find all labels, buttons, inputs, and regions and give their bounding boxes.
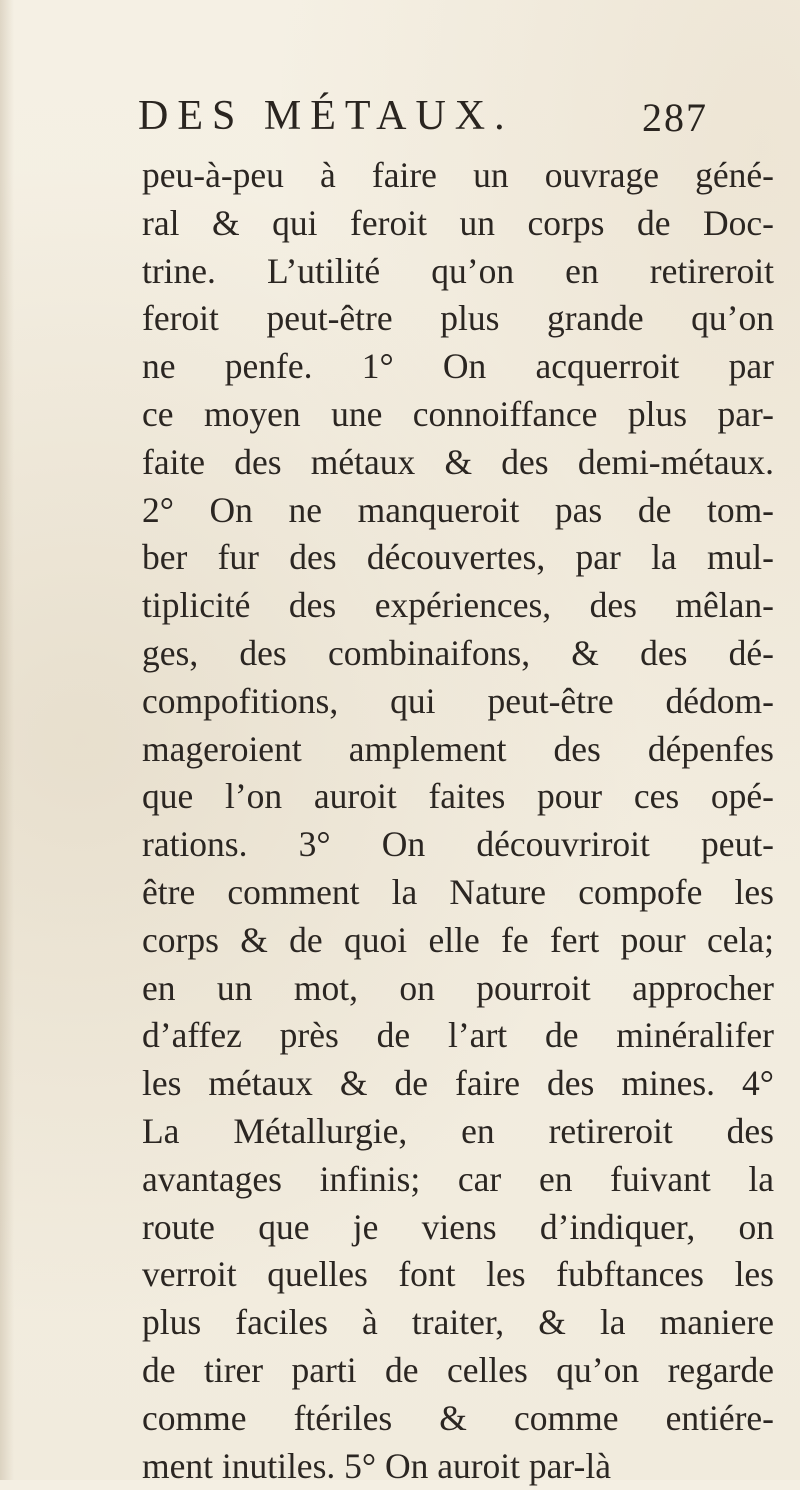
text-line: en un mot, on pourroit approcher [142,967,774,1008]
text-line: tiplicité des expériences, des mêlan- [142,585,774,626]
text-line: ment inutiles. 5° On auroit par-là [142,1445,611,1486]
page-number: 287 [642,95,708,140]
text-line: avantages infinis; car en fuivant la [142,1158,774,1199]
text-line: comme ftériles & comme entiére- [142,1397,774,1438]
text-line: ral & qui feroit un corps de Doc- [142,202,774,243]
text-line: rations. 3° On découvriroit peut- [142,824,774,865]
text-line: La Métallurgie, en retireroit des [142,1110,774,1151]
text-line: de tirer parti de celles qu’on regarde [142,1349,774,1390]
text-line: ne penfe. 1° On acquerroit par [142,346,774,387]
running-title: DES MÉTAUX. [138,93,514,139]
text-line: être comment la Nature compofe les [142,871,774,912]
text-line: 2° On ne manqueroit pas de tom- [142,489,774,530]
text-line: trine. L’utilité qu’on en retireroit [142,250,774,291]
text-line: peu-à-peu à faire un ouvrage géné- [142,155,774,195]
text-line: verroit quelles font les fubftances les [142,1254,774,1295]
text-line: d’affez près de l’art de minéralifer [142,1015,774,1056]
text-line: ges, des combinaifons, & des dé- [142,632,774,673]
text-line: mageroient amplement des dépenfes [142,728,774,769]
text-line: les métaux & de faire des mines. 4° [142,1063,774,1104]
text-line: ce moyen une connoiffance plus par- [142,393,774,434]
text-line: faite des métaux & des demi-métaux. [142,441,774,482]
text-line: route que je viens d’indiquer, on [142,1206,774,1247]
page-header [138,92,738,152]
text-line: compofitions, qui peut-être dédom- [142,680,774,721]
text-line: feroit peut-être plus grande qu’on [142,298,774,339]
text-line: que l’on auroit faites pour ces opé- [142,776,774,817]
body-text [142,152,774,1490]
text-line: ber fur des découvertes, par la mul- [142,537,774,578]
page-gutter-shadow [0,0,14,1480]
text-line: corps & de quoi elle fe fert pour cela; [142,919,774,960]
text-line: plus faciles à traiter, & la maniere [142,1302,774,1343]
